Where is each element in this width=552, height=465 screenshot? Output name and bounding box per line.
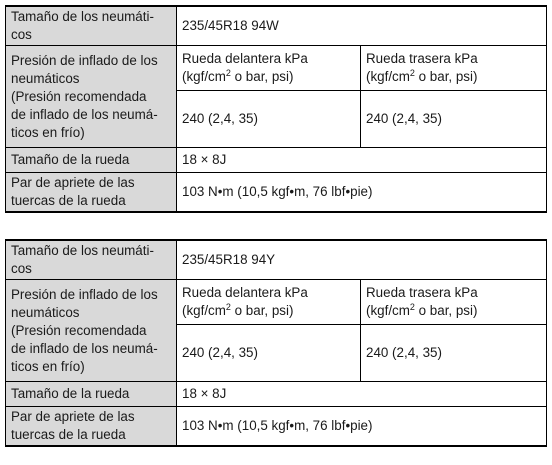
tire-spec-table-2 <box>5 239 547 447</box>
tire-size-value: 235/45R18 94W <box>177 6 547 46</box>
tire-size-label: Tamaño de los neumáti- cos <box>6 6 177 46</box>
rear-wheel-header: Rueda trasera kPa ($kgf/cm^2$ o bar, psi) <box>361 280 547 325</box>
front-pressure-value: 240 (2,4, 35) <box>177 91 361 148</box>
wheel-size-label: Tamaño de la rueda <box>6 382 177 407</box>
wheel-size-row <box>6 382 547 407</box>
torque-label: Par de apriete de las tuercas de la rueda <box>6 407 177 447</box>
tire-size-row <box>6 240 547 280</box>
wheel-size-label: Tamaño de la rueda <box>6 148 177 173</box>
torque-value: 103 N•m (10,5 kgf•m, 76 lbf•pie) <box>177 407 547 447</box>
front-wheel-header: Rueda delantera kPa ($kgf/cm^2$ o bar, psi) <box>177 46 361 91</box>
rear-pressure-value: 240 (2,4, 35) <box>361 91 547 148</box>
tire-size-row <box>6 6 547 46</box>
rear-wheel-header: Rueda trasera kPa ($kgf/cm^2$ o bar, psi) <box>361 46 547 91</box>
torque-label: Par de apriete de las tuercas de la rueda <box>6 173 177 213</box>
tire-size-value: 235/45R18 94Y <box>177 240 547 280</box>
wheel-size-row <box>6 148 547 173</box>
wheel-size-value: 18 × 8J <box>177 382 547 407</box>
pressure-label: Presión de inflado de los neumáticos (Presión recomendada de inflado de los neumá- ticos en frío) <box>6 280 177 382</box>
torque-row <box>6 407 547 447</box>
tire-size-label: Tamaño de los neumáti- cos <box>6 240 177 280</box>
pressure-label: Presión de inflado de los neumáticos (Presión recomendada de inflado de los neumá- ticos en frío) <box>6 46 177 148</box>
pressure-header-row <box>6 46 547 91</box>
torque-value: 103 N•m (10,5 kgf•m, 76 lbf•pie) <box>177 173 547 213</box>
front-wheel-header: Rueda delantera kPa ($kgf/cm^2$ o bar, psi) <box>177 280 361 325</box>
wheel-size-value: 18 × 8J <box>177 148 547 173</box>
torque-row <box>6 173 547 213</box>
front-pressure-value: 240 (2,4, 35) <box>177 325 361 382</box>
rear-pressure-value: 240 (2,4, 35) <box>361 325 547 382</box>
tire-spec-table-1 <box>5 5 547 213</box>
pressure-header-row <box>6 280 547 325</box>
